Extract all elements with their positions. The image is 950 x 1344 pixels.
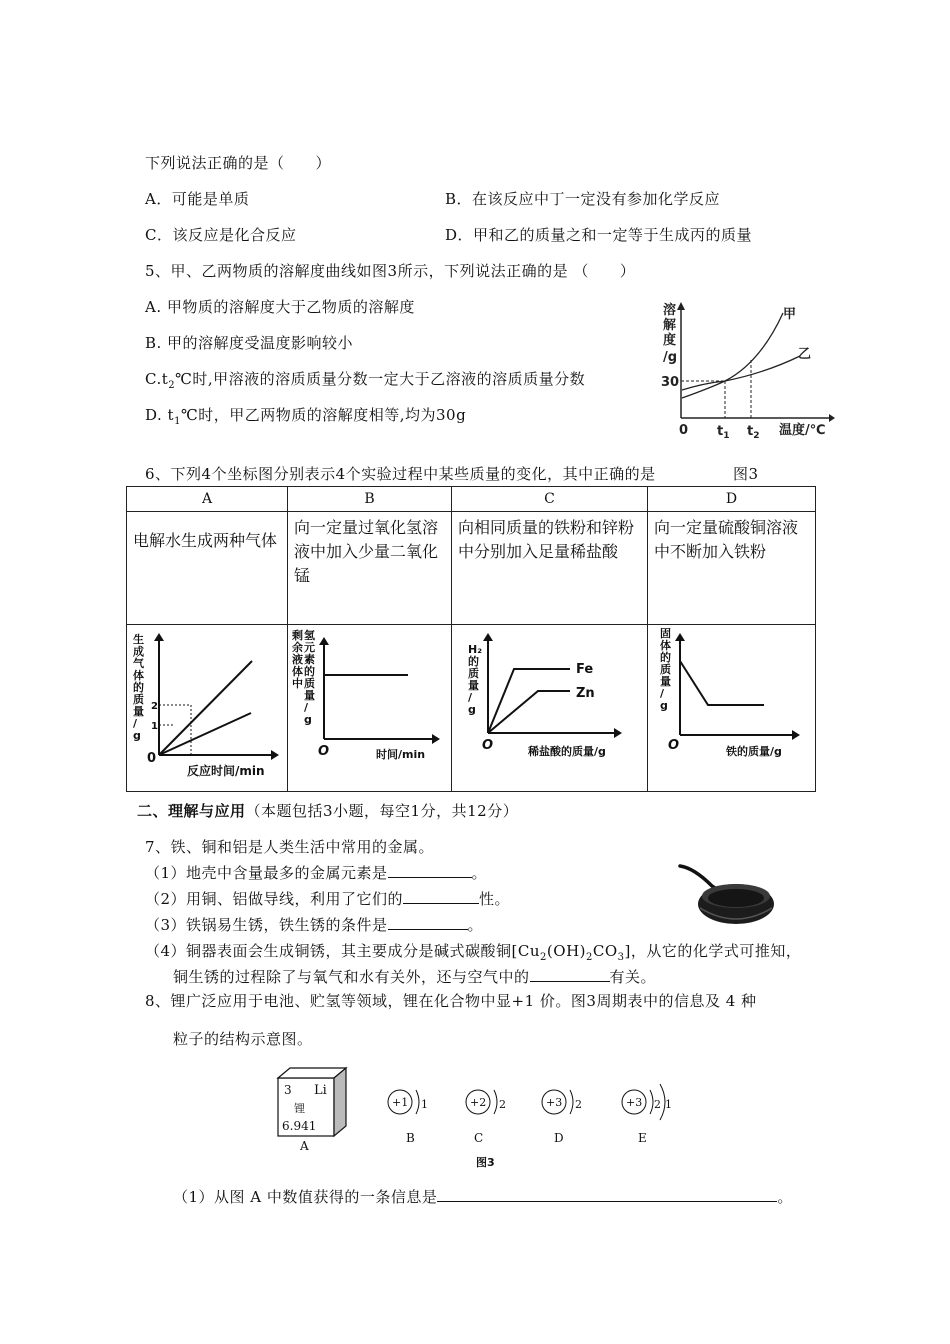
desc-d: 向一定量硫酸铜溶液中不断加入铁粉	[648, 512, 816, 625]
svg-text:O: O	[668, 738, 680, 753]
q8-blank-1[interactable]	[437, 1187, 777, 1202]
svg-text:体: 体	[292, 665, 303, 678]
svg-text:1: 1	[665, 1098, 672, 1111]
q4-option-c: C．该反应是化合反应	[145, 226, 297, 244]
svg-text:+3: +3	[546, 1096, 563, 1109]
svg-text:/: /	[304, 701, 309, 714]
q7-part4: （4）铜器表面会生成铜锈，其主要成分是碱式碳酸铜$[Cu_2(OH)_2CO_3]$，从它的化学式可推知，	[145, 942, 802, 963]
header-b: B	[288, 487, 452, 512]
svg-text:反应时间/min: 反应时间/min	[187, 764, 265, 778]
svg-text:+1: +1	[392, 1096, 409, 1109]
svg-text:2: 2	[575, 1098, 582, 1111]
plot-a	[127, 625, 288, 792]
graph-series-yi: 乙	[798, 347, 812, 362]
svg-text:的: 的	[660, 651, 671, 664]
q7-blank-3[interactable]	[388, 915, 468, 930]
svg-text:2: 2	[499, 1098, 506, 1111]
svg-text:E: E	[638, 1131, 647, 1145]
svg-text:H₂: H₂	[468, 643, 483, 656]
q6-figure-label: 图3	[733, 465, 759, 483]
header-d: D	[648, 487, 816, 512]
svg-text:/: /	[133, 717, 138, 730]
q7-part3: （3）铁锅易生锈，铁生锈的条件是 。	[145, 916, 484, 934]
graph-y-label-2: 解	[663, 318, 677, 333]
svg-text:O: O	[482, 738, 494, 753]
q4-option-b: B．在该反应中丁一定没有参加化学反应	[445, 190, 721, 208]
q4-option-a: A．可能是单质	[145, 190, 250, 208]
q4-stem: 下列说法正确的是（ ）	[145, 154, 332, 172]
q8-stem: 8、锂广泛应用于电池、贮氢等领域，锂在化合物中显+1 价。图3周期表中的信息及 4 种	[145, 992, 757, 1010]
svg-text:3: 3	[284, 1083, 292, 1097]
svg-text:g: g	[468, 703, 476, 716]
svg-text:气: 气	[133, 657, 144, 670]
curve-yi	[682, 356, 800, 390]
svg-text:液: 液	[292, 653, 303, 666]
svg-text:的: 的	[304, 665, 315, 678]
svg-text:时间/min: 时间/min	[376, 748, 426, 761]
q6-table	[126, 486, 816, 792]
svg-text:剩: 剩	[292, 629, 303, 642]
graph-t1: $t_1$	[717, 424, 730, 441]
svg-text:成: 成	[133, 645, 144, 658]
svg-text:素: 素	[304, 653, 315, 666]
svg-text:D: D	[554, 1131, 564, 1145]
graph-y-label-1: 溶	[663, 303, 677, 318]
graph-x-label: 温度/℃	[779, 423, 826, 438]
graph-y-label-3: 度	[663, 333, 677, 348]
svg-text:2: 2	[654, 1098, 661, 1111]
svg-text:量: 量	[468, 679, 479, 692]
svg-text:铁的质量/g: 铁的质量/g	[726, 745, 782, 758]
q7-blank-1[interactable]	[388, 863, 472, 878]
q8-stem-cont: 粒子的结构示意图。	[173, 1030, 313, 1048]
q7-part1: （1）地壳中含量最多的金属元素是 。	[145, 864, 488, 882]
graph-origin: 0	[679, 423, 689, 438]
svg-text:稀盐酸的质量/g: 稀盐酸的质量/g	[528, 745, 606, 758]
svg-text:/: /	[468, 691, 473, 704]
atom-c	[466, 1090, 506, 1145]
q7-stem: 7、铁、铜和铝是人类生活中常用的金属。	[145, 838, 435, 856]
svg-text:0: 0	[147, 751, 157, 766]
svg-text:量: 量	[304, 689, 315, 702]
q7-part2: （2）用铜、铝做导线，利用了它们的 性。	[145, 890, 511, 908]
svg-text:锂: 锂	[294, 1102, 305, 1115]
plot-d	[648, 625, 816, 792]
graph-y-label-4: /g	[663, 350, 678, 365]
svg-text:2: 2	[151, 701, 158, 712]
svg-text:生: 生	[133, 633, 144, 646]
plot-b	[288, 625, 452, 792]
q8-figure-caption: 图3	[476, 1156, 495, 1169]
q5-option-d: D. $t_1℃$时，甲乙两物质的溶解度相等,均为30g	[145, 406, 467, 427]
svg-text:+2: +2	[470, 1096, 487, 1109]
svg-text:的: 的	[468, 655, 479, 668]
graph-series-jia: 甲	[783, 307, 797, 322]
q7-part4-cont: 铜生锈的过程除了与氧气和水有关外，还与空气中的 有关。	[173, 968, 657, 986]
svg-text:g: g	[660, 699, 668, 712]
element-cell-lithium	[278, 1068, 346, 1153]
svg-text:量: 量	[133, 705, 144, 718]
atom-d	[542, 1090, 582, 1145]
svg-text:Li: Li	[314, 1083, 327, 1098]
plot-c	[452, 625, 648, 792]
graph-y-tick-30: 30	[661, 375, 680, 390]
svg-text:体: 体	[660, 639, 671, 652]
q5-stem: 5、甲、乙两物质的溶解度曲线如图3所示，下列说法正确的是 （ ）	[145, 262, 636, 280]
svg-text:/: /	[660, 687, 665, 700]
graph-t2: $t_2$	[747, 424, 760, 441]
svg-text:质: 质	[660, 663, 671, 676]
q7-blank-2[interactable]	[403, 889, 479, 904]
header-a: A	[127, 487, 288, 512]
svg-text:的: 的	[133, 681, 144, 694]
svg-text:量: 量	[660, 675, 671, 688]
svg-text:体: 体	[133, 669, 144, 682]
q6-stem: 6、下列4个坐标图分别表示4个实验过程中某些质量的变化，其中正确的是	[145, 465, 656, 483]
plot-d-svg	[648, 625, 815, 791]
svg-text:固: 固	[660, 627, 671, 640]
atom-e	[622, 1084, 672, 1145]
q5-option-c: $C.t_2℃$时,甲溶液的溶质质量分数一定大于乙溶液的溶质质量分数	[145, 370, 586, 391]
q4-option-d: D．甲和乙的质量之和一定等于生成丙的质量	[445, 226, 753, 244]
q5-option-b: B. 甲的溶解度受温度影响较小	[145, 334, 354, 352]
svg-text:质: 质	[304, 677, 315, 690]
desc-c: 向相同质量的铁粉和锌粉中分别加入足量稀盐酸	[452, 512, 648, 625]
atom-b	[388, 1090, 428, 1145]
svg-text:g: g	[304, 713, 312, 726]
svg-text:1: 1	[421, 1098, 428, 1111]
svg-text:B: B	[406, 1131, 415, 1145]
svg-text:g: g	[133, 729, 141, 742]
header-c: C	[452, 487, 648, 512]
section-2-heading: 二、理解与应用（本题包括3小题，每空1分，共12分）	[137, 802, 519, 820]
desc-a: 电解水生成两种气体	[127, 512, 288, 625]
svg-text:Zn: Zn	[576, 686, 595, 701]
plot-a-svg	[127, 625, 287, 791]
svg-text:质: 质	[468, 667, 479, 680]
svg-text:Fe: Fe	[576, 662, 594, 677]
svg-text:+3: +3	[626, 1096, 643, 1109]
svg-text:6.941: 6.941	[282, 1119, 317, 1133]
plot-b-svg	[288, 625, 451, 791]
svg-text:C: C	[474, 1131, 484, 1145]
plot-c-svg	[452, 625, 647, 791]
solubility-graph	[655, 298, 835, 443]
frying-pan-image	[676, 860, 776, 932]
svg-text:氢: 氢	[304, 629, 315, 642]
svg-text:余: 余	[292, 641, 303, 654]
svg-text:元: 元	[304, 641, 315, 654]
q5-option-a: A. 甲物质的溶解度大于乙物质的溶解度	[145, 298, 415, 316]
svg-text:中: 中	[292, 677, 303, 690]
q8-part1: （1）从图 A 中数值获得的一条信息是 。	[173, 1188, 793, 1206]
q7-blank-4[interactable]	[530, 967, 610, 982]
svg-text:质: 质	[133, 693, 144, 706]
svg-text:1: 1	[151, 721, 158, 732]
svg-text:O: O	[318, 744, 330, 759]
desc-b: 向一定量过氧化氢溶液中加入少量二氧化锰	[288, 512, 452, 625]
q8-figure	[270, 1064, 690, 1174]
svg-text:A: A	[300, 1139, 309, 1153]
